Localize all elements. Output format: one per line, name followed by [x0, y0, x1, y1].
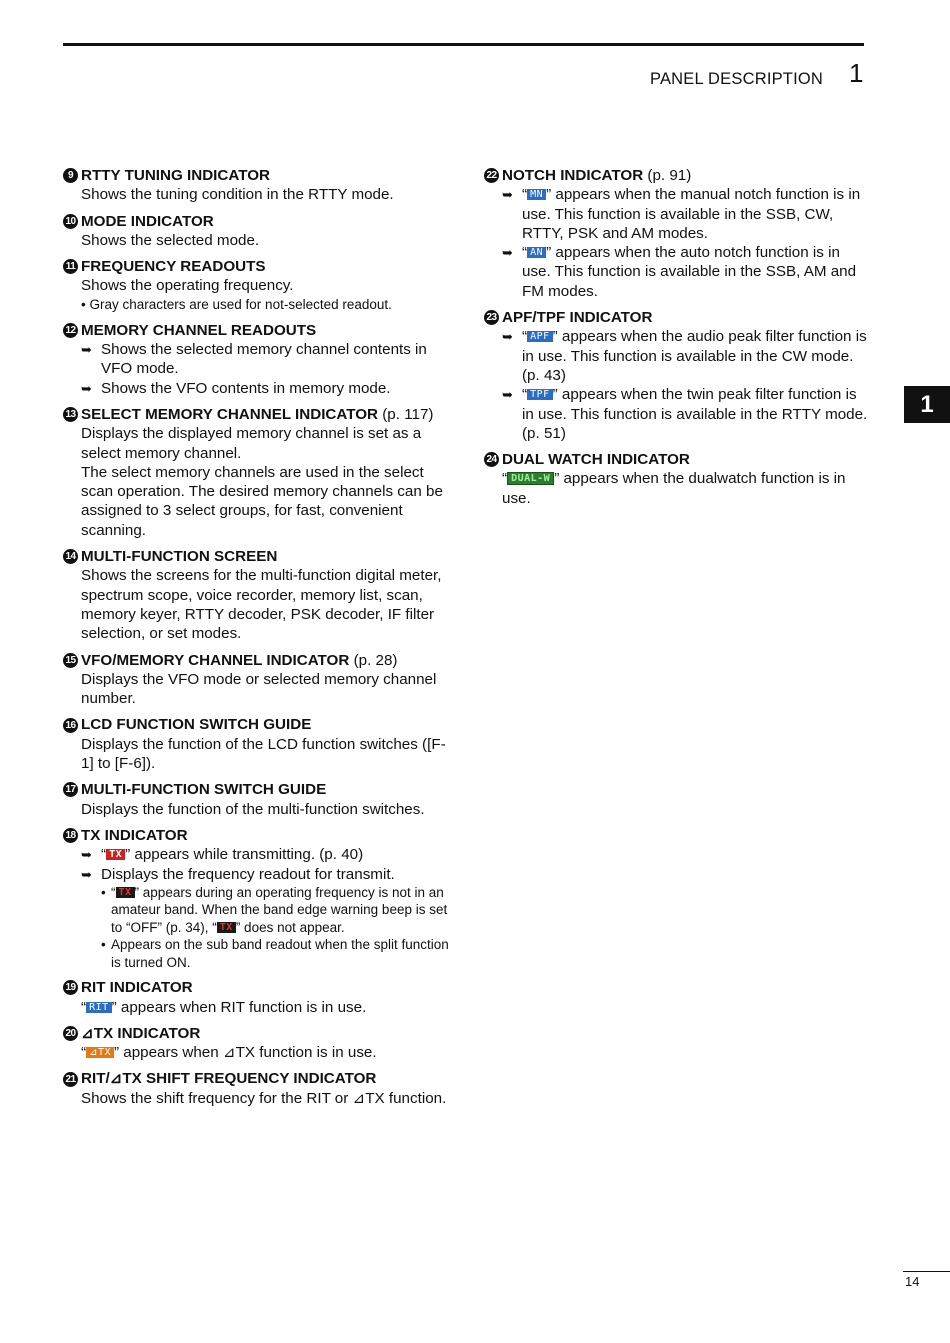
page-reference: (p. 28) [353, 651, 398, 669]
section-body: Shows the operating frequency. [81, 277, 294, 295]
right-column [484, 166, 869, 515]
page-number: 14 [905, 1274, 920, 1289]
section-number: 10 [63, 214, 78, 229]
section-lcd-function-switch-guide [63, 715, 453, 773]
section-number: 17 [63, 782, 78, 797]
section-delta-tx-indicator [63, 1024, 453, 1063]
section-title: LCD FUNCTION SWITCH GUIDE [81, 716, 312, 734]
section-body: “ ⊿TX ” appears when ⊿TX function is in use. [81, 1044, 377, 1062]
section-body: Shows the selected mode. [81, 231, 260, 249]
rit-badge-icon: RIT [86, 1002, 112, 1013]
arrow-item: ➥ “ AN ” appears when the auto notch function is in use. This function is available in the SSB, AM and FM modes. [502, 244, 857, 300]
chapter-number: 1 [849, 58, 864, 88]
section-body: Shows the screens for the multi-function digital meter, spectrum scope, voice recorder, memory list, scan, memory keyer, RTTY decoder, PSK decoder, IF filter selection, or set modes. [81, 567, 442, 643]
tx-dark-badge-icon: TX [217, 922, 236, 933]
section-body: The select memory channels are used in the select scan operation. The desired memory channels can be assigned to 3 select groups, for fast, convenient scanning. [81, 463, 443, 539]
section-rit-indicator [63, 978, 453, 1017]
section-multi-function-switch-guide [63, 780, 453, 819]
arrow-icon: ➥ [502, 187, 513, 203]
section-body: Displays the function of the multi-function switches. [81, 800, 425, 818]
arrow-icon: ➥ [81, 342, 92, 358]
section-title: MULTI-FUNCTION SWITCH GUIDE [81, 781, 327, 799]
mn-badge-icon: MN [527, 189, 546, 200]
footer-rule [903, 1271, 950, 1272]
section-number: 16 [63, 718, 78, 733]
section-number: 12 [63, 323, 78, 338]
section-title: DUAL WATCH INDICATOR [502, 451, 690, 469]
arrow-icon: ➥ [81, 866, 92, 882]
section-memory-channel-readouts [63, 321, 453, 398]
arrow-icon: ➥ [502, 245, 513, 261]
section-shift-frequency-indicator [63, 1069, 453, 1108]
tx-dark-badge-icon: TX [116, 887, 135, 898]
arrow-item: ➥ “ MN ” appears when the manual notch function is in use. This function is available in the SSB, CW, RTTY, PSK and AM modes. [502, 186, 861, 242]
tpf-badge-icon: TPF [527, 389, 553, 400]
top-rule [63, 43, 864, 46]
section-select-memory-channel [63, 405, 453, 540]
arrow-item: ➥ Shows the selected memory channel contents in VFO mode. [81, 341, 427, 378]
section-number: 19 [63, 980, 78, 995]
section-number: 13 [63, 407, 78, 422]
section-number: 15 [63, 653, 78, 668]
section-frequency-readouts [63, 257, 453, 314]
section-body: Shows the shift frequency for the RIT or ⊿TX function. [81, 1089, 447, 1107]
section-number: 21 [63, 1072, 78, 1087]
section-number: 23 [484, 310, 499, 325]
arrow-icon: ➥ [81, 847, 92, 863]
arrow-icon: ➥ [81, 380, 92, 396]
section-title: RIT INDICATOR [81, 979, 193, 997]
bullet-item: • “ TX ” appears during an operating frequency is not in an amateur band. When the band edge warning beep is set to “OFF” (p. 34), “ TX ” does not appear. [101, 884, 448, 935]
arrow-item: ➥ “ APF ” appears when the audio peak filter function is in use. This function is available in the CW mode. (p. 43) [502, 328, 867, 384]
left-column [63, 166, 453, 1115]
arrow-item: ➥ Displays the frequency readout for transmit. [81, 865, 395, 883]
section-number: 18 [63, 828, 78, 843]
arrow-icon: ➥ [502, 329, 513, 345]
an-badge-icon: AN [527, 247, 546, 258]
section-apf-tpf-indicator [484, 308, 869, 443]
section-body: Displays the function of the LCD function switches ([F-1] to [F-6]). [81, 735, 446, 773]
section-number: 14 [63, 549, 78, 564]
delta-tx-badge-icon: ⊿TX [86, 1047, 114, 1058]
section-rtty-tuning [63, 166, 453, 205]
section-body: Shows the tuning condition in the RTTY mode. [81, 186, 394, 204]
section-body: “ RIT ” appears when RIT function is in use. [81, 998, 367, 1016]
section-title: TX INDICATOR [81, 826, 188, 844]
section-notch-indicator [484, 166, 869, 301]
section-number: 24 [484, 452, 499, 467]
section-title: MODE INDICATOR [81, 212, 214, 230]
section-body: Displays the VFO mode or selected memory channel number. [81, 670, 437, 708]
apf-badge-icon: APF [527, 331, 553, 342]
section-body: Displays the displayed memory channel is set as a select memory channel. [81, 425, 422, 462]
bullet-item: • Appears on the sub band readout when the split function is turned ON. [101, 937, 449, 970]
section-title: VFO/MEMORY CHANNEL INDICATOR [81, 651, 350, 669]
section-note: • Gray characters are used for not-selected readout. [81, 296, 392, 312]
section-title: APF/TPF INDICATOR [502, 309, 653, 327]
section-title: MEMORY CHANNEL READOUTS [81, 321, 317, 339]
dual-w-badge-icon: DUAL-W [507, 472, 554, 485]
section-title: MULTI-FUNCTION SCREEN [81, 548, 278, 566]
arrow-item: ➥ “ TPF ” appears when the twin peak filter function is in use. This function is available in the RTTY mode. (p. 51) [502, 386, 868, 442]
tx-badge-icon: TX [106, 849, 125, 860]
section-number: 20 [63, 1026, 78, 1041]
page-reference: (p. 117) [382, 405, 434, 423]
section-dual-watch-indicator [484, 450, 869, 508]
section-title: FREQUENCY READOUTS [81, 258, 266, 276]
section-multi-function-screen [63, 547, 453, 643]
page-header-title: PANEL DESCRIPTION [650, 70, 824, 88]
section-mode-indicator [63, 212, 453, 251]
section-number: 22 [484, 168, 499, 183]
arrow-item: ➥ Shows the VFO contents in memory mode. [81, 379, 391, 397]
section-body: “ DUAL-W ” appears when the dualwatch function is in use. [502, 470, 846, 507]
section-tx-indicator [63, 826, 453, 971]
section-title: SELECT MEMORY CHANNEL INDICATOR [81, 405, 379, 423]
section-title: RTTY TUNING INDICATOR [81, 167, 270, 184]
section-title: RIT/⊿TX SHIFT FREQUENCY INDICATOR [81, 1070, 377, 1088]
section-vfo-memory-indicator [63, 651, 453, 709]
section-title: NOTCH INDICATOR [502, 167, 644, 184]
page-reference: (p. 91) [647, 167, 692, 184]
chapter-tab: 1 [904, 386, 950, 423]
section-number: 9 [63, 168, 78, 183]
arrow-icon: ➥ [502, 387, 513, 403]
arrow-item: ➥ “ TX ” appears while transmitting. (p. 40) [81, 846, 364, 864]
section-title: ⊿TX INDICATOR [81, 1024, 201, 1042]
section-number: 11 [63, 259, 78, 274]
